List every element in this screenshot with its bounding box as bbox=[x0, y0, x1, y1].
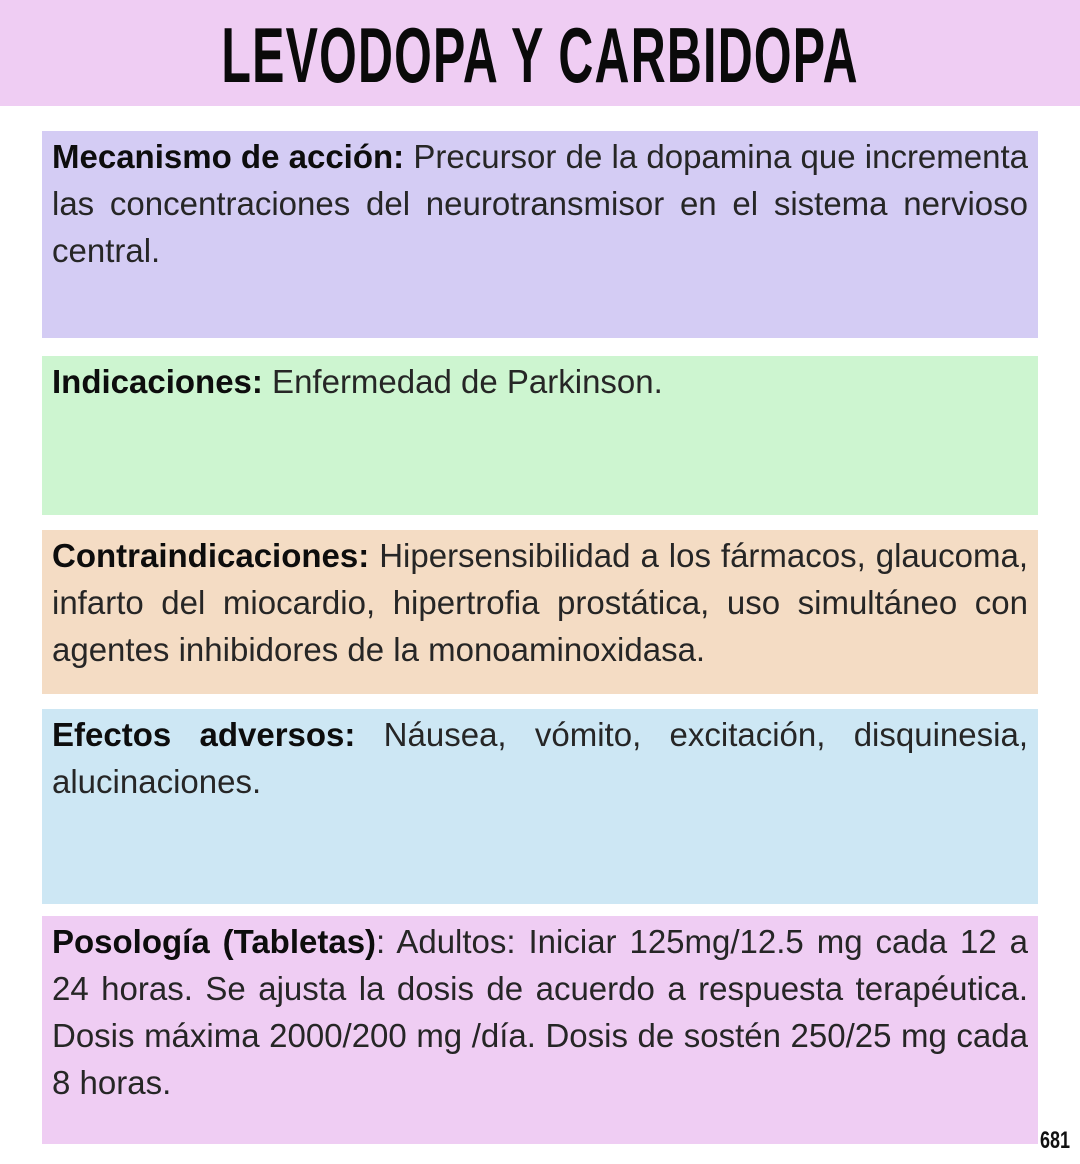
section-text: : Adultos: Iniciar 125mg/12.5 mg cada 12 a 24 horas. Se ajusta la dosis de acuerdo a respuesta terapéutica. Dosis máxima 2000/200 mg /día. Dosis de sostén 250/25 mg cada 8 horas. bbox=[52, 923, 1028, 1101]
section-text: Náusea, vómito, excitación, disquinesia, alucinaciones. bbox=[52, 716, 1028, 800]
page-title: LEVODOPA Y CARBIDOPA bbox=[221, 11, 859, 99]
section-label: Mecanismo de acción: bbox=[52, 138, 405, 175]
page-number: 681 bbox=[1040, 1127, 1071, 1154]
section-label: Efectos adversos: bbox=[52, 716, 356, 753]
section-label: Indicaciones: bbox=[52, 363, 263, 400]
section-mecanismo bbox=[42, 131, 1038, 338]
section-posologia bbox=[42, 916, 1038, 1144]
section-efectos-adversos bbox=[42, 709, 1038, 904]
section-text: Hipersensibilidad a los fármacos, glaucoma, infarto del miocardio, hipertrofia prostática, uso simultáneo con agentes inhibidores de la monoaminoxidasa. bbox=[52, 537, 1028, 668]
section-indicaciones bbox=[42, 356, 1038, 515]
title-banner bbox=[0, 0, 1080, 106]
section-label: Posología (Tabletas) bbox=[52, 923, 377, 960]
section-label: Contraindicaciones: bbox=[52, 537, 370, 574]
section-text: Enfermedad de Parkinson. bbox=[262, 363, 663, 400]
section-contraindicaciones bbox=[42, 530, 1038, 694]
section-text: Precursor de la dopamina que incrementa las concentraciones del neurotransmisor en el sistema nervioso central. bbox=[52, 138, 1029, 269]
